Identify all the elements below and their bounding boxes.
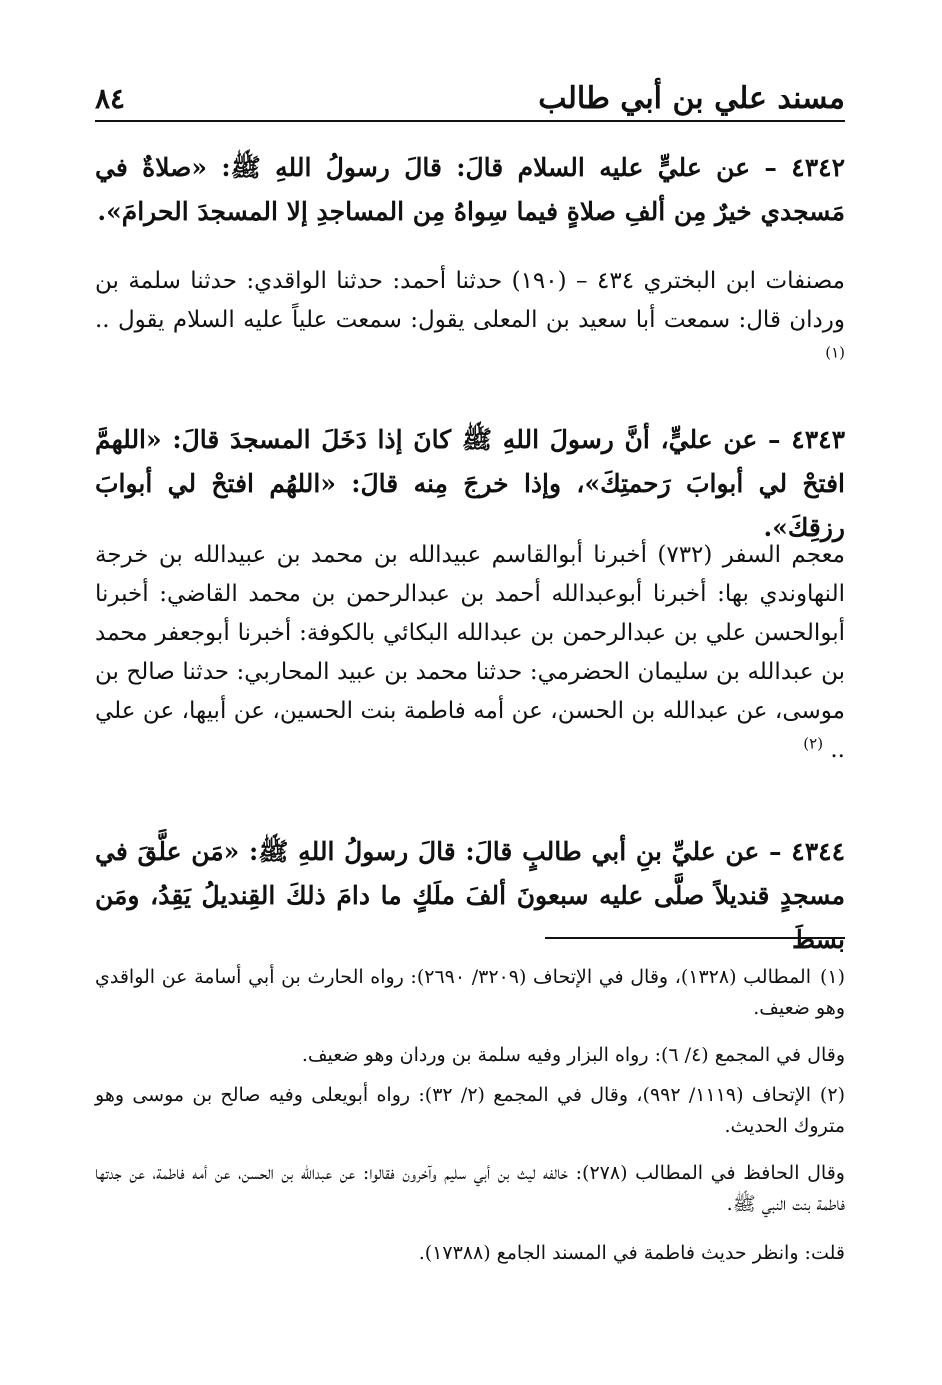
footnote-number: (٢): [819, 1084, 845, 1106]
source-text: مصنفات ابن البختري ٤٣٤ – (١٩٠) حدثنا أحمد: حدثنا الواقدي: حدثنا سلمة بن وردان قال: سمعت أبا سعيد بن المعلى يقول: سمعت علياً عليه السلام يقول ..: [95, 268, 845, 333]
footnote-separator: [545, 937, 845, 939]
header-rule: [95, 120, 845, 122]
footnote-1-line-2: وقال في المجمع (٤/ ٦): رواه البزار وفيه سلمة بن وردان وهو ضعيف.: [301, 1044, 845, 1066]
footnote-2-line-3: قلت: وانظر حديث فاطمة في المسند الجامع (١٧٣٨٨).: [418, 1242, 845, 1264]
page-number: ٨٤: [95, 82, 126, 115]
footnote-ref-1: (١): [825, 343, 845, 362]
footnote-2-line-1: [95, 1080, 845, 1142]
source-text: معجم السفر (٧٣٢) أخبرنا أبوالقاسم عبيدالله بن محمد بن عبيدالله بن خرجة النهاوندي بها: أخبرنا أبوعبدالله أحمد بن عبدالرحمن بن محمد القاضي: أخبرنا أبوالحسن علي بن عبدالرحمن بن عبدالله البكائي بالكوفة: أخبرنا أبوجعفر محمد بن عبدالله بن سليمان الحضرمي: حدثنا محمد بن عبيد المحاربي: حدثنا صالح بن موسى، عن عبدالله بن الحسن، عن أمه فاطمة بنت الحسين، عن أبيها، عن علي ..: [95, 542, 846, 763]
footnote-ref-2: (٢): [803, 734, 824, 753]
hadith-4343: ٤٣٤٣ – عن عليٍّ، أنَّ رسولَ اللهِ ﷺ كانَ إذا دَخَلَ المسجدَ قالَ: «اللهمَّ افتحْ لي أبوابَ رَحمتِكَ»، وإذا خرجَ مِنه قالَ: «اللهُم افتحْ لي أبوابَ رزقِكَ».: [95, 425, 845, 542]
hadith-4342: ٤٣٤٢ – عن عليٍّ عليه السلام قالَ: قالَ رسولُ اللهِ ﷺ: «صلاةٌ في مَسجدي خيرٌ مِن ألفِ صلاةٍ فيما سِواهُ مِن المساجدِ إلا المسجدَ الحرامَ».: [95, 153, 845, 226]
footnote-1-line-1: [95, 962, 845, 1024]
footnote-text: المطالب (١٣٢٨)، وقال في الإتحاف (٣٢٠٩/ ٢٦٩٠): رواه الحارث بن أبي أسامة عن الواقدي وهو ضعيف.: [95, 966, 845, 1019]
footnote-text: الإتحاف (١١١٩/ ٩٩٢)، وقال في المجمع (٢/ ٣٢): رواه أبويعلى وفيه صالح بن موسى وهو متروك الحديث.: [95, 1084, 845, 1137]
source-4343: [95, 536, 845, 770]
page-header: [95, 82, 845, 122]
hadith-4344: ٤٣٤٤ – عن عليِّ بنِ أبي طالبٍ قالَ: قالَ رسولُ اللهِ ﷺ: «مَن علَّقَ في مسجدٍ قنديلاً صلَّى عليه سبعونَ ألفَ ملَكٍ ما دامَ ذلكَ القِنديلُ يَقِدُ، ومَن بسطَ: [95, 837, 845, 954]
running-title: مسند علي بن أبي طالب: [538, 81, 845, 116]
footnote-number: (١): [819, 966, 845, 988]
source-4342: [95, 262, 845, 379]
footnote-2-line-2: وقال الحافظ في المطالب (٢٧٨): خالفه ليث بن أبي سليم وآخرون فقالوا: عن عبدالله بن الحسن، عن أمه فاطمة، عن جدتها فاطمة بنت النبي ﷺ.: [95, 1162, 845, 1215]
